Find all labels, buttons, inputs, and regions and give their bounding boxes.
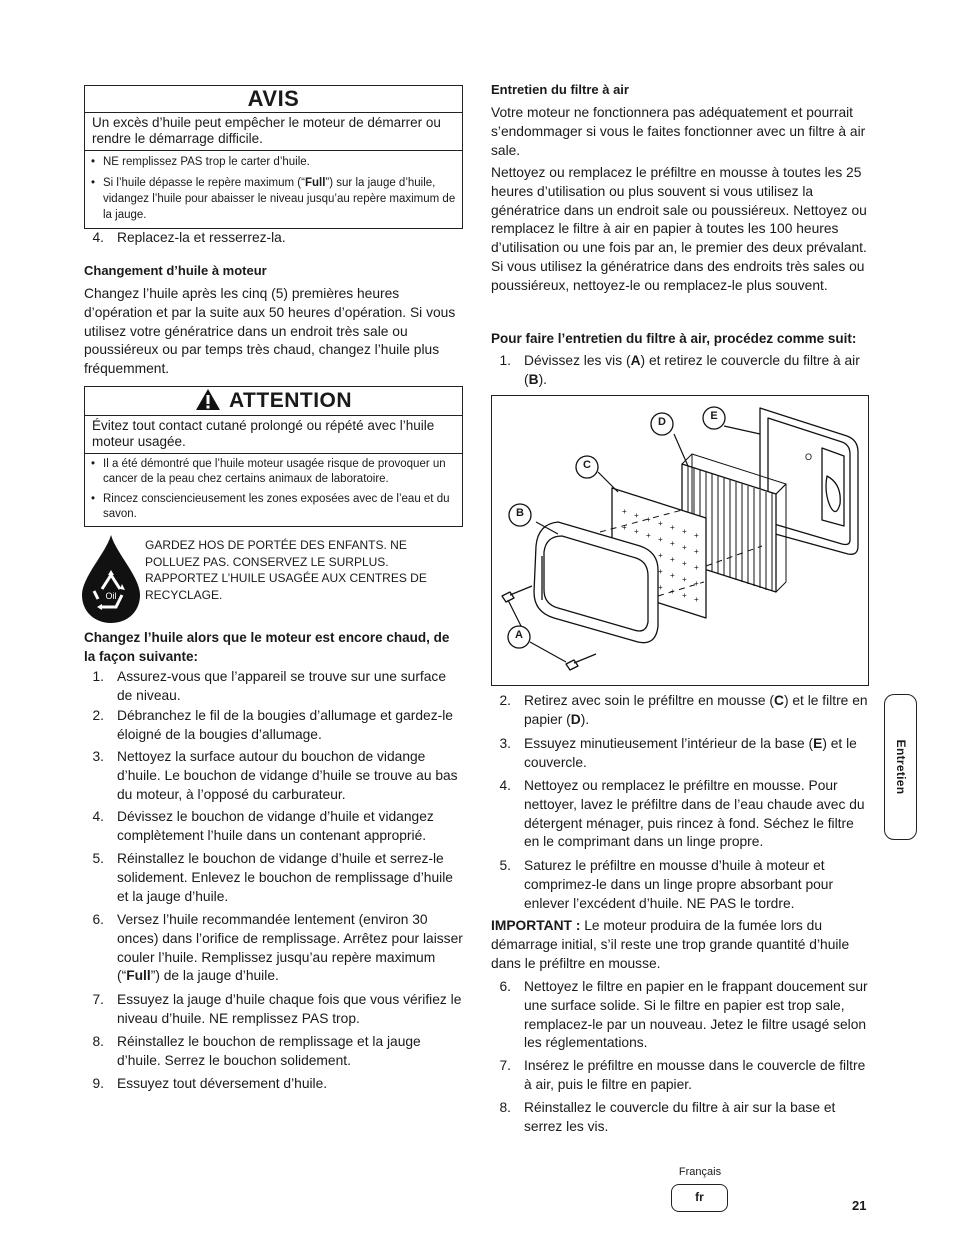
step-item <box>491 692 871 730</box>
language-label: Français <box>678 1166 722 1178</box>
svg-text:+: + <box>634 511 639 520</box>
step-item <box>491 857 871 914</box>
air-filter-exploded-figure <box>491 395 869 686</box>
step-number: 9. <box>92 1076 104 1091</box>
step-item <box>491 777 871 853</box>
step-item <box>84 707 464 745</box>
svg-text:+: + <box>646 531 651 540</box>
step-text <box>117 911 464 986</box>
important-note <box>491 917 871 973</box>
step-text-part: Dévissez les vis ( <box>524 353 631 368</box>
step-number: 6. <box>92 912 104 927</box>
important-text: Le moteur produira de la fumée lors du démarrage initial, s’il reste une trop grande quantité d’huile dans le préfiltre en mousse. <box>491 918 850 971</box>
svg-text:+: + <box>622 507 627 516</box>
step-text-part: ). <box>538 371 548 387</box>
attention-lead: Évitez tout contact cutané prolongé ou répété avec l’huile moteur usagée. <box>85 416 462 454</box>
important-label: IMPORTANT : <box>491 918 581 933</box>
warning-triangle-icon <box>195 388 221 411</box>
step-item <box>491 1057 871 1095</box>
air-filter-paragraph: Votre moteur ne fonctionnera pas adéquatement et pourrait s’endommager si vous le faites fonctionner avec un filtre à air sale. <box>491 105 866 158</box>
figure-label-b: B <box>516 507 524 519</box>
oil-change-paragraph: Changez l’huile après les cinq (5) premières heures d’opération et par la suite aux 50 heures d’opération. Si vous utilisez votre génératrice dans un endroit très sale ou poussiéreux ou par temps très chaud, changez l’huile plus fréquemment. <box>84 286 456 377</box>
part-ref: C <box>773 693 784 708</box>
attention-bullets <box>85 454 462 525</box>
step-number: 8. <box>92 1034 104 1049</box>
step-text-part: Retirez avec soin le préfiltre en mousse ( <box>524 693 774 708</box>
step-text: Replacez-la et resserrez-la. <box>117 230 286 245</box>
oil-icon-label: Oil <box>105 591 117 601</box>
svg-text:+: + <box>682 575 687 584</box>
step-text: Débranchez le fil de la bougies d’allumage et gardez-le éloigné de la bougies d’allumage. <box>117 708 453 742</box>
section-side-tab-label: Entretien <box>893 739 908 795</box>
part-ref: A <box>630 353 641 368</box>
full-mark-label: Full <box>126 968 151 984</box>
full-mark-label: Full <box>304 177 326 189</box>
svg-text:+: + <box>682 559 687 568</box>
recycle-notice: GARDEZ HOS DE PORTÉE DES ENFANTS. NE POLLUEZ PAS. CONSERVEZ LE SURPLUS. RAPPORTEZ L’HUILE USAGÉE AUX CENTRES DE RECYCLAGE. <box>145 538 427 602</box>
step-number: 7. <box>92 992 104 1007</box>
screw-part <box>566 654 596 670</box>
step-text: Insérez le préfiltre en mousse dans le couvercle de filtre à air, puis le filtre en papier. <box>524 1058 866 1092</box>
air-filter-paragraph: Nettoyez ou remplacez le préfiltre en mousse à toutes les 25 heures d’utilisation ou plus souvent si vous utilisez la génératrice dans un endroit sale ou poussiéreux. Nettoyez ou remplacez le filtre à air en papier à toutes les 100 heures d’utilisation ou une fois par an, le premier des deux prévalant. Si vous utilisez la génératrice dans des endroits très sales ou poussiéreux, nettoyez-le ou remplacez-le plus souvent. <box>491 165 867 293</box>
step-number: 1. <box>92 669 104 684</box>
svg-text:+: + <box>658 519 663 528</box>
attention-title-row <box>85 387 462 416</box>
attention-title: ATTENTION <box>228 389 353 412</box>
step-text: Assurez-vous que l’appareil se trouve sur une surface de niveau. <box>117 669 446 703</box>
step-text: Réinstallez le couvercle du filtre à air sur la base et serrez les vis. <box>524 1100 836 1134</box>
attention-bullet: • Il a été démontré que l’huile moteur usagée risque de provoquer un cancer de la peau chez certains animaux de laboratoire. <box>89 457 456 487</box>
step-text: Saturez le préfiltre en mousse d’huile à moteur et comprimez-le dans un linge propre absorbant pour enlever l’excédent d’huile. NE PAS le tordre. <box>524 858 834 911</box>
step-number: 3. <box>92 749 104 764</box>
step-number: 5. <box>92 851 104 866</box>
step-text-part: Versez l’huile recommandée lentement (environ 30 onces) dans l’orifice de remplissage. Arrêtez pour laisser couler l’huile. Remplissez jusqu’au repère maximum (“ <box>117 912 463 984</box>
step-number: 4. <box>92 230 104 245</box>
step-number: 6. <box>499 979 511 994</box>
step-text <box>524 735 871 773</box>
language-code-badge: fr <box>671 1184 728 1212</box>
svg-text:+: + <box>658 551 663 560</box>
svg-text:+: + <box>658 535 663 544</box>
part-ref: E <box>813 736 823 751</box>
step-number: 7. <box>499 1058 511 1073</box>
svg-text:+: + <box>634 527 639 536</box>
svg-text:+: + <box>658 567 663 576</box>
step-text: Essuyez la jauge d’huile chaque fois que vous vérifiez le niveau d’huile. NE remplissez PAS trop. <box>117 992 462 1026</box>
step-item <box>84 668 464 706</box>
oil-change-heading: Changement d’huile à moteur <box>84 263 267 278</box>
step-item <box>84 748 464 805</box>
avis-notice-box <box>84 85 463 229</box>
svg-text:+: + <box>658 583 663 592</box>
step-text: Nettoyez la surface autour du bouchon de vidange d’huile. Le bouchon de vidange d’huile se trouve au bas du moteur, à l’opposé du carburateur. <box>117 749 458 802</box>
step-number: 4. <box>499 778 511 793</box>
svg-text:+: + <box>670 523 675 532</box>
air-filter-illustration <box>492 396 867 684</box>
step-item <box>491 352 871 390</box>
step-item <box>84 1075 464 1094</box>
svg-text:+: + <box>682 527 687 536</box>
svg-text:+: + <box>682 591 687 600</box>
step-text: Nettoyez le filtre en papier en le frappant doucement sur une surface solide. Si le filtre en papier est trop sale, remplacez-le par un nouveau. Jetez le filtre usagé selon les réglementations. <box>524 979 868 1051</box>
step-text-part: ) et le filtre en papier ( <box>524 693 868 727</box>
svg-text:O: O <box>805 452 813 462</box>
step-text: Réinstallez le bouchon de vidange d’huile et serrez-le solidement. Enlevez le bouchon de remplissage d’huile et la jauge d’huile. <box>117 851 453 904</box>
figure-label-d: D <box>658 416 666 428</box>
figure-label-c: C <box>583 459 591 471</box>
svg-text:+: + <box>694 595 699 604</box>
step-item <box>491 978 871 1054</box>
section-side-tab <box>884 694 917 840</box>
avis-bullet <box>89 175 456 223</box>
step-text: Essuyez tout déversement d’huile. <box>117 1076 328 1091</box>
step-item <box>84 991 464 1029</box>
part-ref: B <box>528 371 539 387</box>
svg-text:+: + <box>622 523 627 532</box>
screw-part <box>502 586 532 602</box>
step-text-part: ) et retirez le couvercle du filtre à air ( <box>524 353 860 387</box>
step-number: 1. <box>499 353 511 368</box>
svg-text:+: + <box>694 547 699 556</box>
svg-text:+: + <box>670 587 675 596</box>
step-number: 5. <box>499 858 511 873</box>
step-text: Dévissez le bouchon de vidange d’huile et vidangez complètement l’huile dans un contenant approprié. <box>117 809 434 843</box>
step-item <box>84 911 464 987</box>
step-text: Nettoyez ou remplacez le préfiltre en mousse. Pour nettoyer, lavez le préfiltre dans de l’eau chaude avec du détergent ménager, puis rincez à fond. Séchez le filtre en le comprimant dans un linge propre. <box>524 778 865 850</box>
step-text-part: ”) de la jauge d’huile. <box>150 968 279 984</box>
step-number: 2. <box>499 693 511 708</box>
step-item <box>491 735 871 773</box>
svg-text:+: + <box>682 543 687 552</box>
step-text-part: Essuyez minutieusement l’intérieur de la base ( <box>524 736 814 751</box>
hot-change-heading: Changez l’huile alors que le moteur est encore chaud, de la façon suivante: <box>84 630 450 664</box>
svg-text:+: + <box>694 579 699 588</box>
step-item <box>84 1033 464 1071</box>
avis-bullets <box>85 151 462 226</box>
step-number: 3. <box>499 736 511 751</box>
avis-bullet-text: ”) sur la jauge d’huile, vidangez l’huile pour abaisser le niveau jusqu’au repère maximum de la jauge. <box>103 177 456 221</box>
figure-label-a: A <box>515 629 523 641</box>
svg-text:+: + <box>670 539 675 548</box>
step-text <box>524 692 871 730</box>
avis-lead: Un excès d’huile peut empêcher le moteur de démarrer ou rendre le démarrage difficile. <box>85 113 462 151</box>
procedure-heading: Pour faire l’entretien du filtre à air, procédez comme suit: <box>491 331 857 346</box>
svg-text:+: + <box>694 563 699 572</box>
avis-bullet-text: Si l’huile dépasse le repère maximum (“ <box>103 177 305 189</box>
part-ref: D <box>570 711 581 727</box>
oil-recycle-drop-icon <box>80 533 142 625</box>
svg-text:+: + <box>694 531 699 540</box>
step-text: Réinstallez le bouchon de remplissage et la jauge d’huile. Serrez le bouchon solidement. <box>117 1034 421 1068</box>
step-number: 8. <box>499 1100 511 1115</box>
svg-text:+: + <box>670 555 675 564</box>
step-item <box>84 808 464 846</box>
attention-bullet: • Rincez consciencieusement les zones exposées avec de l’eau et du savon. <box>89 492 456 522</box>
svg-text:+: + <box>670 571 675 580</box>
figure-label-e: E <box>710 410 718 422</box>
svg-text:+: + <box>646 515 651 524</box>
step-number: 4. <box>92 809 104 824</box>
page-number: 21 <box>852 1198 867 1213</box>
avis-bullet: • NE remplissez PAS trop le carter d’huile. <box>89 154 456 170</box>
air-filter-heading: Entretien du filtre à air <box>491 82 629 97</box>
step-text <box>524 352 871 390</box>
step-item <box>491 1099 871 1137</box>
avis-title: AVIS <box>85 86 462 113</box>
step-number: 2. <box>92 708 104 723</box>
step-text-part: ) et le couvercle. <box>524 736 857 770</box>
attention-warning-box <box>84 386 463 527</box>
step-item <box>84 850 464 907</box>
step-text-part: ). <box>580 711 590 727</box>
